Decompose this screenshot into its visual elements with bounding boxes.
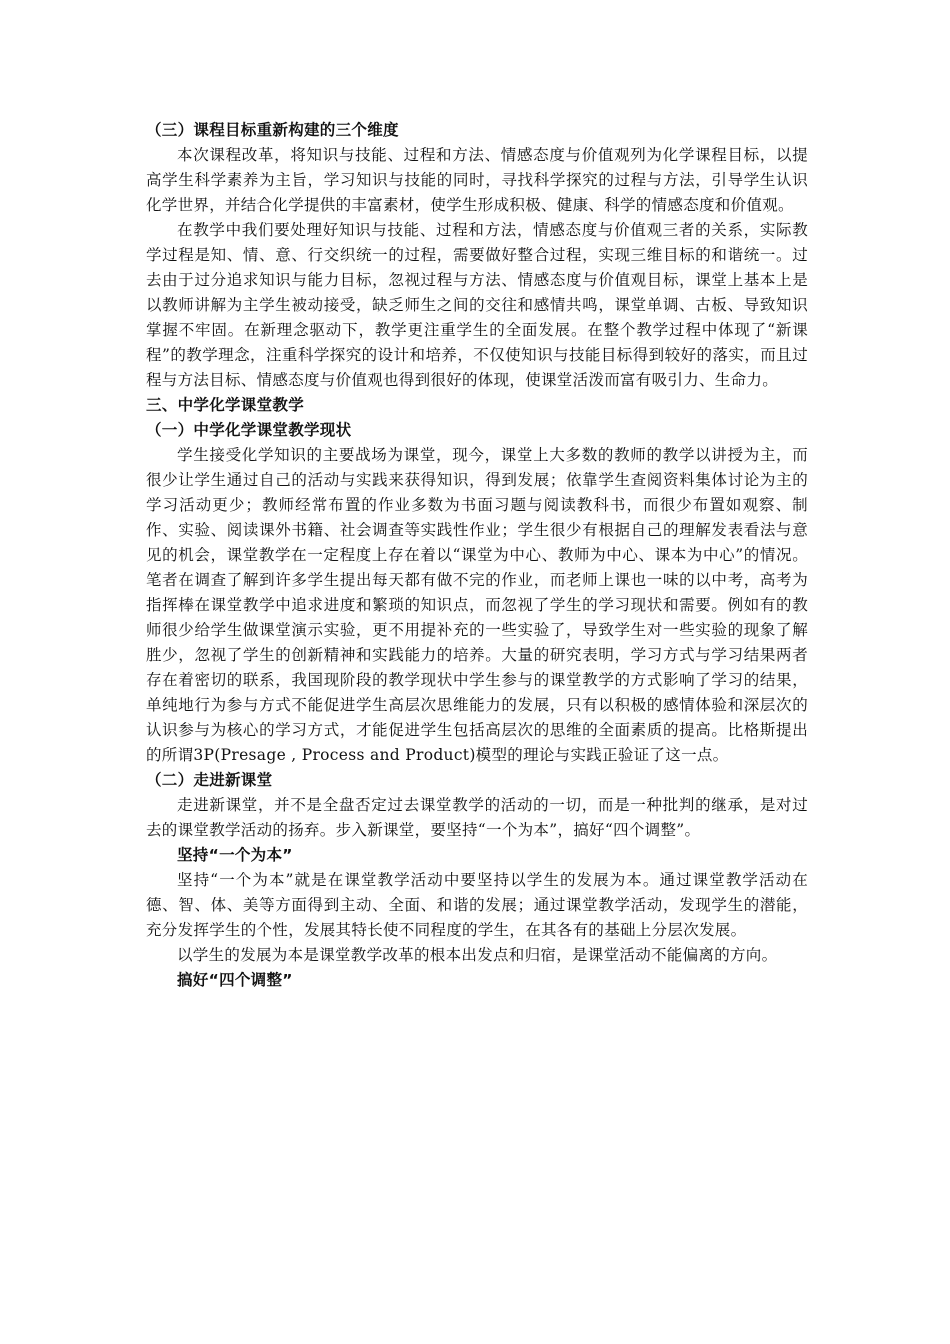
body-paragraph: 本次课程改革，将知识与技能、过程和方法、情感态度与价值观列为化学课程目标，以提高学生科学素养为主旨，学习知识与技能的同时，寻找科学探究的过程与方法，引导学生认识化学世界，并结合化学提供的丰富素材，使学生形成积极、健康、科学的情感态度和价值观。	[146, 146, 808, 214]
section-heading: （三）课程目标重新构建的三个维度	[146, 121, 399, 139]
body-paragraph: 在教学中我们要处理好知识与技能、过程和方法，情感态度与价值观三者的关系，实际教学过程是知、情、意、行交织统一的过程，需要做好整合过程，实现三维目标的和谐统一。过去由于过分追求知识与能力目标，忽视过程与方法、情感态度与价值观目标，课堂上基本上是以教师讲解为主学生被动接受，缺乏师生之间的交往和感情共鸣，课堂单调、古板、导致知识掌握不牢固。在新理念驱动下，教学更注重学生的全面发展。在整个教学过程中体现了“新课程”的教学理念，注重科学探究的设计和培养，不仅使知识与技能目标得到较好的落实，而且过程与方法目标、情感态度与价值观也得到很好的体现，使课堂活泼而富有吸引力、生命力。	[146, 221, 808, 389]
subsection-heading: 坚持“一个为本”	[177, 846, 293, 864]
body-paragraph: 坚持“一个为本”就是在课堂教学活动中要坚持以学生的发展为本。通过课堂教学活动在德、智、体、美等方面得到主动、全面、和谐的发展；通过课堂教学活动，发现学生的潜能，充分发挥学生的个性，发展其特长使不同程度的学生，在其各有的基础上分层次发展。	[146, 871, 808, 939]
chapter-heading: 三、中学化学课堂教学	[146, 396, 305, 414]
subsection-heading: 搞好“四个调整”	[177, 971, 293, 989]
section-heading: （二）走进新课堂	[146, 771, 273, 789]
body-paragraph: 学生接受化学知识的主要战场为课堂，现今，课堂上大多数的教师的教学以讲授为主，而很少让学生通过自己的活动与实践来获得知识，得到发展；依靠学生查阅资料集体讨论为主的学习活动更少；教师经常布置的作业多数为书面习题与阅读教科书，而很少布置如观察、制作、实验、阅读课外书籍、社会调查等实践性作业；学生很少有根据自己的理解发表看法与意见的机会，课堂教学在一定程度上存在着以“课堂为中心、教师为中心、课本为中心”的情况。笔者在调查了解到许多学生提出每天都有做不完的作业，而老师上课也一味的以中考，高考为指挥棒在课堂教学中追求进度和繁琐的知识点，而忽视了学生的学习现状和需要。例如有的教师很少给学生做课堂演示实验，更不用提补充的一些实验了，导致学生对一些实验的现象了解胜少，忽视了学生的创新精神和实践能力的培养。大量的研究表明，学习方式与学习结果两者存在着密切的联系，我国现阶段的教学现状中学生参与的课堂教学的方式影响了学习的结果，单纯地行为参与方式不能促进学生高层次思维能力的发展，只有以积极的感情体验和深层次的认识参与为核心的学习方式，才能促进学生包括高层次的思维的全面素质的提高。比格斯提出的所谓3P(Presage , Process and Product)模型的理论与实践正验证了这一点。	[146, 446, 808, 764]
document-page	[146, 118, 808, 993]
body-paragraph: 以学生的发展为本是课堂教学改革的根本出发点和归宿，是课堂活动不能偏离的方向。	[177, 946, 778, 964]
body-paragraph: 走进新课堂，并不是全盘否定过去课堂教学的活动的一切，而是一种批判的继承，是对过去的课堂教学活动的扬弃。步入新课堂，要坚持“一个为本”，搞好“四个调整”。	[146, 796, 808, 839]
section-heading: （一）中学化学课堂教学现状	[146, 421, 352, 439]
